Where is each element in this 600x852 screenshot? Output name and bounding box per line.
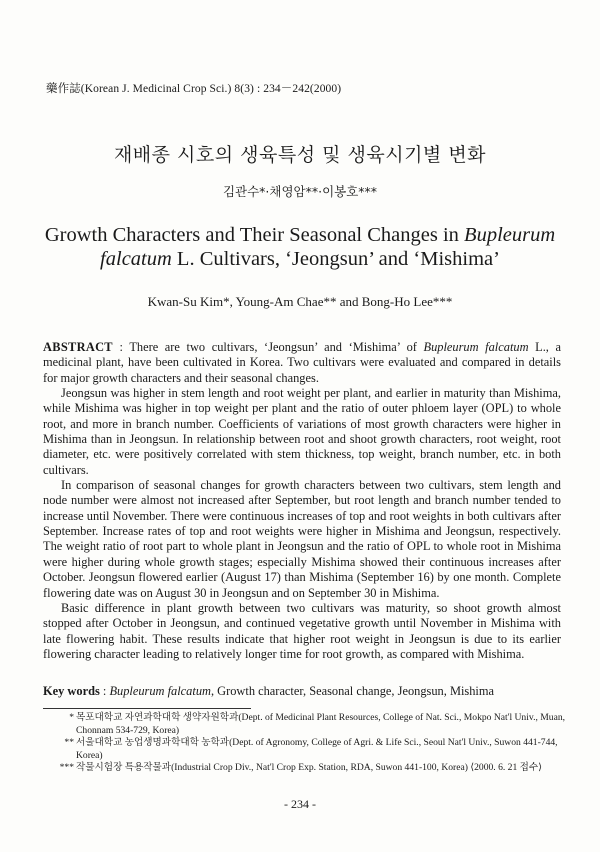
footnote-3 [59, 762, 566, 775]
footnote-1-mark: * [69, 712, 74, 723]
footnote-1-text: 목포대학교 자연과학대학 생약자원학과(Dept. of Medicinal Plant Resources, College of Nat. Sci., Mokpo Nat'l Univ., Muan, Chonnam 534-729, Korea) [76, 712, 566, 736]
english-title-genus: Bupleurum [464, 224, 556, 246]
page-number: - 234 - [284, 797, 316, 811]
footnote-2 [62, 737, 566, 762]
footnote-2-text: 서울대학교 농업생명과학대학 농학과(Dept. of Agronomy, College of Agri. & Life Sci., Seoul Nat'l Univ., Suwon 441-744, Korea) [76, 737, 558, 761]
korean-authors: 김관수*·채영암**·이봉호*** [222, 184, 378, 199]
footnote-divider [43, 708, 251, 709]
footnote-2-mark: ** [64, 737, 74, 749]
english-title-part1: Growth Characters and Their Seasonal Changes in [44, 224, 465, 246]
abstract-paragraph-2: Jeongsun was higher in stem length and root weight per plant, and earlier in maturity than Mishima, while Mishima was higher in top weight per plant and the ratio of outer phloem layer (OPL) to whole root, and more in branch number. Coefficients of variations of most growth characters were higher in Mishima than in Jeongsun. In relationship between root and shoot growth characters, root weight, root diameter, etc. were positively correlated with stem thickness, top weight, branch number, etc. in both cultivars. [43, 386, 561, 477]
abstract-paragraph-1 [43, 340, 561, 386]
abstract-label: ABSTRACT [43, 340, 113, 354]
keywords [43, 684, 561, 699]
keywords-label: Key words [43, 684, 100, 698]
footnote-1 [62, 712, 566, 737]
english-authors: Kwan-Su Kim*, Young-Am Chae** and Bong-Ho Lee*** [147, 294, 453, 309]
footnote-3-text: 작물시험장 특용작물과(Industrial Crop Div., Nat'l Crop Exp. Station, RDA, Suwon 441-100, Korea) ⟨2000. 6. 21 접수⟩ [76, 762, 542, 774]
journal-reference: 藥作誌(Korean J. Medicinal Crop Sci.) 8(3) : 234－242(2000) [46, 83, 342, 95]
keywords-colon: : [99, 684, 110, 698]
abstract-paragraph-4: Basic difference in plant growth between two cultivars was maturity, so shoot growth almost stopped after October in Jeongsun, and continued vegetative growth until November in Mishima with late flowering habit. These results indicate that higher root weight in Jeongsun is due to its earlier flowering character leading to relatively longer time for root growth, as compared with Mishima. [43, 600, 561, 661]
abstract-colon: : [112, 340, 130, 354]
korean-title: 재배종 시호의 생육특성 및 생육시기별 변화 [113, 144, 487, 166]
footnotes [59, 712, 566, 775]
abstract-paragraph-3: In comparison of seasonal changes for growth characters between two cultivars, stem length and node number were almost not increased after September, but root length and branch number tended to increase until November. There were continuous increases of top and root weights in both cultivars after September. Increase rates of top and root weights were higher in Mishima and Jeongsun, respectively. The weight ratio of root part to whole plant in Jeongsun and the ratio of OPL to whole root in Mishima were higher during whole growth stages; especially Mishima showed their continuous increases after October. Jeongsun flowered earlier (August 17) than Mishima (September 16) by one month. Complete flowering date was on August 30 in Jeongsun and on September 30 in Mishima. [43, 478, 561, 600]
abstract-p1-a: There are two cultivars, ‘Jeongsun’ and ‘Mishima’ of [129, 340, 424, 354]
abstract [43, 340, 561, 662]
keywords-italic-term: Bupleurum falcatum [109, 684, 211, 698]
english-title [30, 223, 570, 271]
footnote-3-mark: *** [59, 762, 74, 774]
english-title-species: falcatum [100, 248, 172, 270]
english-title-part2: L. Cultivars, ‘Jeongsun’ and ‘Mishima’ [171, 248, 500, 270]
abstract-p1-species: Bupleurum falcatum [423, 340, 529, 354]
keywords-rest: , Growth character, Seasonal change, Jeongsun, Mishima [210, 684, 494, 698]
abstract-p1-b: L., a medicinal plant, have been cultivated in Korea. Two cultivars were evaluated and compared in details for major growth characters and their seasonal changes. [43, 340, 562, 385]
